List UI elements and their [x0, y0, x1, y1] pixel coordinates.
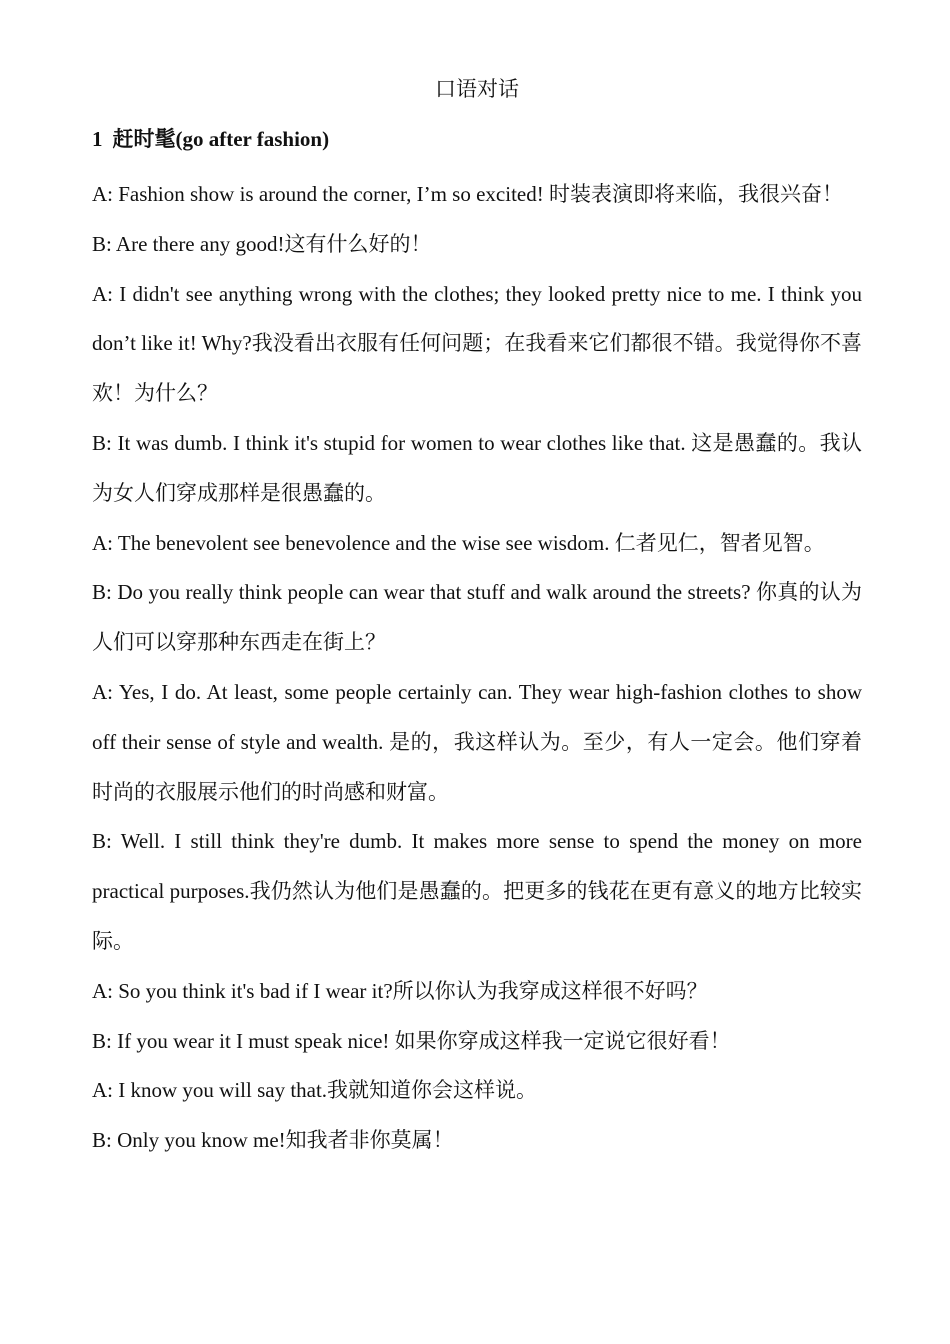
- page-title: 口语对话: [435, 77, 519, 101]
- dialogue: [92, 170, 862, 1166]
- dialogue-line: B: Only you know me!知我者非你莫属！: [92, 1128, 454, 1153]
- dialogue-line: A: I know you will say that.我就知道你会这样说。: [92, 1078, 538, 1103]
- dialogue-line: A: Fashion show is around the corner, I’m so excited! 时装表演即将来临，我很兴奋！: [92, 182, 843, 206]
- dialogue-line: A: I didn't see anything wrong with the clothes; they looked pretty nice to me. I think you don’t like it! Why?我没看出衣服有任何问题；在我看来它们都很不错。我觉得你不喜欢！为什么？: [92, 281, 862, 406]
- section-number: 1: [92, 127, 103, 151]
- dialogue-line: A: The benevolent see benevolence and the wise see wisdom. 仁者见仁，智者见智。: [92, 530, 825, 555]
- dialogue-line: B: Are there any good!这有什么好的！: [92, 231, 432, 256]
- section-title-en: (go after fashion): [175, 127, 330, 151]
- dialogue-line: A: So you think it's bad if I wear it?所以你认为我穿成这样很不好吗？: [92, 978, 708, 1003]
- section-heading: [92, 120, 862, 158]
- dialogue-line: B: It was dumb. I think it's stupid for women to wear clothes like that. 这是愚蠢的。我认为女人们穿成那样是很愚蠢的。: [92, 430, 862, 505]
- dialogue-line: B: Well. I still think they're dumb. It makes more sense to spend the money on more practical purposes.我仍然认为他们是愚蠢的。把更多的钱花在更有意义的地方比较实际。: [92, 829, 862, 953]
- section-title-zh: 赶时髦: [112, 127, 176, 151]
- dialogue-line: B: Do you really think people can wear that stuff and walk around the streets? 你真的认为人们可以穿那种东西走在街上？: [92, 580, 862, 655]
- dialogue-line: B: If you wear it I must speak nice! 如果你穿成这样我一定说它很好看！: [92, 1028, 731, 1053]
- dialogue-line: A: Yes, I do. At least, some people certainly can. They wear high-fashion clothes to show off their sense of style and wealth. 是的，我这样认为。至少，有人一定会。他们穿着时尚的衣服展示他们的时尚感和财富。: [92, 679, 862, 804]
